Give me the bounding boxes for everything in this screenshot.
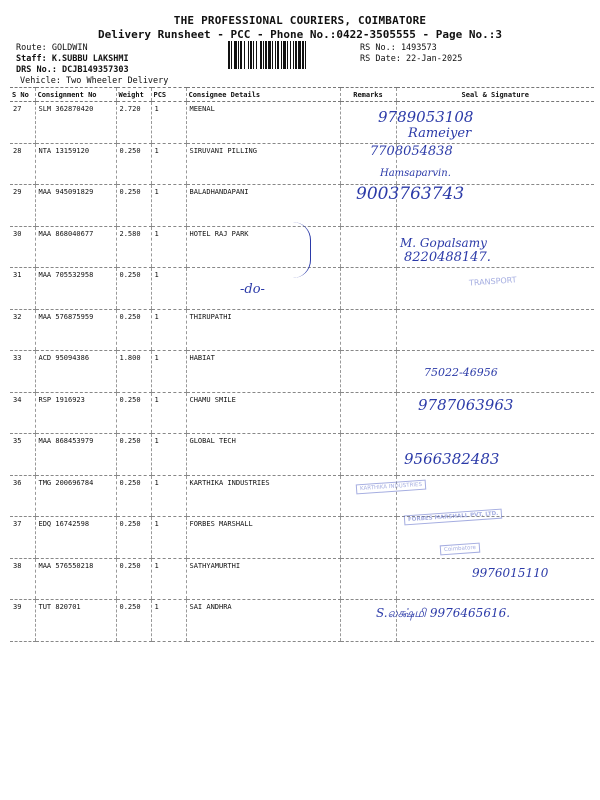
- vehicle-label: Vehicle: Two Wheeler Delivery: [20, 76, 169, 86]
- handwritten-phone: 9787063963: [418, 396, 514, 414]
- cell-consignment: TMG 200696784: [35, 475, 116, 517]
- cell-pcs: 1: [151, 392, 186, 434]
- col-sno: S No: [10, 88, 35, 102]
- cell-pcs: 1: [151, 309, 186, 351]
- cell-weight: 0.250: [116, 558, 151, 600]
- cell-consignee: SIRUVANI PILLING: [186, 143, 340, 185]
- handwritten-signature: Rameiyer: [408, 126, 472, 141]
- drs-label: DRS No.: DCJB149357303: [16, 65, 129, 75]
- cell-remarks: [340, 351, 396, 393]
- runsheet-table: [10, 87, 594, 642]
- cell-pcs: 1: [151, 351, 186, 393]
- handwritten-phone: 7708054838: [370, 144, 453, 159]
- cell-pcs: 1: [151, 226, 186, 268]
- cell-weight: 0.250: [116, 309, 151, 351]
- cell-remarks: [340, 268, 396, 310]
- company-stamp: Coimbatore: [440, 543, 481, 556]
- cell-pcs: 1: [151, 475, 186, 517]
- cell-pcs: 1: [151, 143, 186, 185]
- cell-pcs: 1: [151, 185, 186, 227]
- cell-signature: [396, 309, 594, 351]
- cell-weight: 2.720: [116, 102, 151, 144]
- table-row: [10, 102, 594, 144]
- cell-consignee: HOTEL RAJ PARK: [186, 226, 340, 268]
- cell-consignee: SATHYAMURTHI: [186, 558, 340, 600]
- cell-sno: 33: [10, 351, 35, 393]
- cell-consignee: HABIAT: [186, 351, 340, 393]
- barcode: [228, 41, 354, 69]
- cell-remarks: [340, 392, 396, 434]
- col-weight: Weight: [116, 88, 151, 102]
- cell-consignee: CHAMU SMILE: [186, 392, 340, 434]
- rs-date: RS Date: 22-Jan-2025: [360, 54, 463, 64]
- cell-consignment: MAA 868453979: [35, 434, 116, 476]
- cell-pcs: 1: [151, 517, 186, 559]
- cell-weight: 0.250: [116, 392, 151, 434]
- table-row: [10, 517, 594, 559]
- ditto-note: -do-: [240, 282, 265, 297]
- col-consignment: Consignment No: [35, 88, 116, 102]
- cell-consignment: NTA 13159120: [35, 143, 116, 185]
- table-row: [10, 475, 594, 517]
- cell-weight: 0.250: [116, 475, 151, 517]
- col-pcs: PCS: [151, 88, 186, 102]
- cell-consignee: GLOBAL TECH: [186, 434, 340, 476]
- cell-sno: 38: [10, 558, 35, 600]
- cell-remarks: [340, 558, 396, 600]
- cell-consignee: SAI ANDHRA: [186, 600, 340, 642]
- cell-pcs: 1: [151, 600, 186, 642]
- cell-consignment: MAA 576875959: [35, 309, 116, 351]
- handwritten-phone: 9789053108: [378, 108, 474, 126]
- cell-consignee: KARTHIKA INDUSTRIES: [186, 475, 340, 517]
- cell-pcs: 1: [151, 268, 186, 310]
- route-label: Route: GOLDWIN: [16, 43, 88, 53]
- cell-consignee: MEENAL: [186, 102, 340, 144]
- cell-remarks: [340, 226, 396, 268]
- cell-consignee: FORBES MARSHALL: [186, 517, 340, 559]
- cell-weight: 0.250: [116, 185, 151, 227]
- table-header-row: [10, 88, 594, 102]
- cell-weight: 0.250: [116, 517, 151, 559]
- cell-pcs: 1: [151, 434, 186, 476]
- cell-sno: 29: [10, 185, 35, 227]
- cell-sno: 35: [10, 434, 35, 476]
- col-consignee: Consignee Details: [186, 88, 340, 102]
- cell-pcs: 1: [151, 558, 186, 600]
- handwritten-phone: 9003763743: [356, 184, 465, 204]
- cell-weight: 0.250: [116, 434, 151, 476]
- cell-sno: 36: [10, 475, 35, 517]
- cell-consignee: BALADHANDAPANI: [186, 185, 340, 227]
- ditto-bracket: [290, 222, 311, 278]
- cell-weight: 0.250: [116, 600, 151, 642]
- cell-consignment: MAA 868040677: [35, 226, 116, 268]
- cell-pcs: 1: [151, 102, 186, 144]
- cell-sno: 31: [10, 268, 35, 310]
- handwritten-phone: 8220488147.: [404, 250, 491, 265]
- company-title: THE PROFESSIONAL COURIERS, COIMBATORE: [173, 14, 427, 27]
- cell-sno: 34: [10, 392, 35, 434]
- col-remarks: Remarks: [340, 88, 396, 102]
- cell-sno: 37: [10, 517, 35, 559]
- handwritten-phone: 9976015110: [472, 566, 549, 580]
- cell-weight: 2.580: [116, 226, 151, 268]
- cell-sno: 28: [10, 143, 35, 185]
- transport-stamp: TRANSPORT: [468, 275, 517, 288]
- handwritten-phone: 9566382483: [404, 450, 500, 468]
- handwritten-signature: M. Gopalsamy: [400, 236, 487, 250]
- cell-remarks: [340, 434, 396, 476]
- col-signature: Seal & Signature: [396, 88, 594, 102]
- company-stamp: FORBES MARSHALL PVT. LTD.: [404, 509, 503, 526]
- cell-consignment: ACD 95094386: [35, 351, 116, 393]
- table-row: [10, 309, 594, 351]
- cell-signature: [396, 268, 594, 310]
- cell-consignment: MAA 576550218: [35, 558, 116, 600]
- runsheet-subtitle: Delivery Runsheet - PCC - Phone No.:0422-3505555 - Page No.:3: [98, 28, 502, 41]
- handwritten-signature: S.லக்ஷ்மி 9976465616.: [376, 606, 511, 620]
- table-row: [10, 143, 594, 185]
- cell-consignment: TUT 820701: [35, 600, 116, 642]
- table-row: [10, 185, 594, 227]
- cell-sno: 32: [10, 309, 35, 351]
- handwritten-signature: Hamsaparvin.: [380, 168, 451, 179]
- table-row: [10, 434, 594, 476]
- cell-consignment: RSP 1916923: [35, 392, 116, 434]
- cell-remarks: [340, 517, 396, 559]
- cell-consignee: THIRUPATHI: [186, 309, 340, 351]
- rs-number: RS No.: 1493573: [360, 43, 437, 53]
- cell-weight: 0.250: [116, 143, 151, 185]
- staff-label: Staff: K.SUBBU LAKSHMI: [16, 54, 129, 64]
- cell-weight: 1.800: [116, 351, 151, 393]
- cell-consignment: MAA 945091829: [35, 185, 116, 227]
- company-stamp: KARTHIKA INDUSTRIES: [356, 480, 427, 495]
- cell-remarks: [340, 309, 396, 351]
- handwritten-signature: 75022-46956: [424, 366, 498, 379]
- table-row: [10, 351, 594, 393]
- cell-sno: 27: [10, 102, 35, 144]
- cell-weight: 0.250: [116, 268, 151, 310]
- cell-sno: 39: [10, 600, 35, 642]
- cell-sno: 30: [10, 226, 35, 268]
- cell-consignment: EDQ 16742598: [35, 517, 116, 559]
- cell-consignment: MAA 705532958: [35, 268, 116, 310]
- cell-consignment: SLM 362870420: [35, 102, 116, 144]
